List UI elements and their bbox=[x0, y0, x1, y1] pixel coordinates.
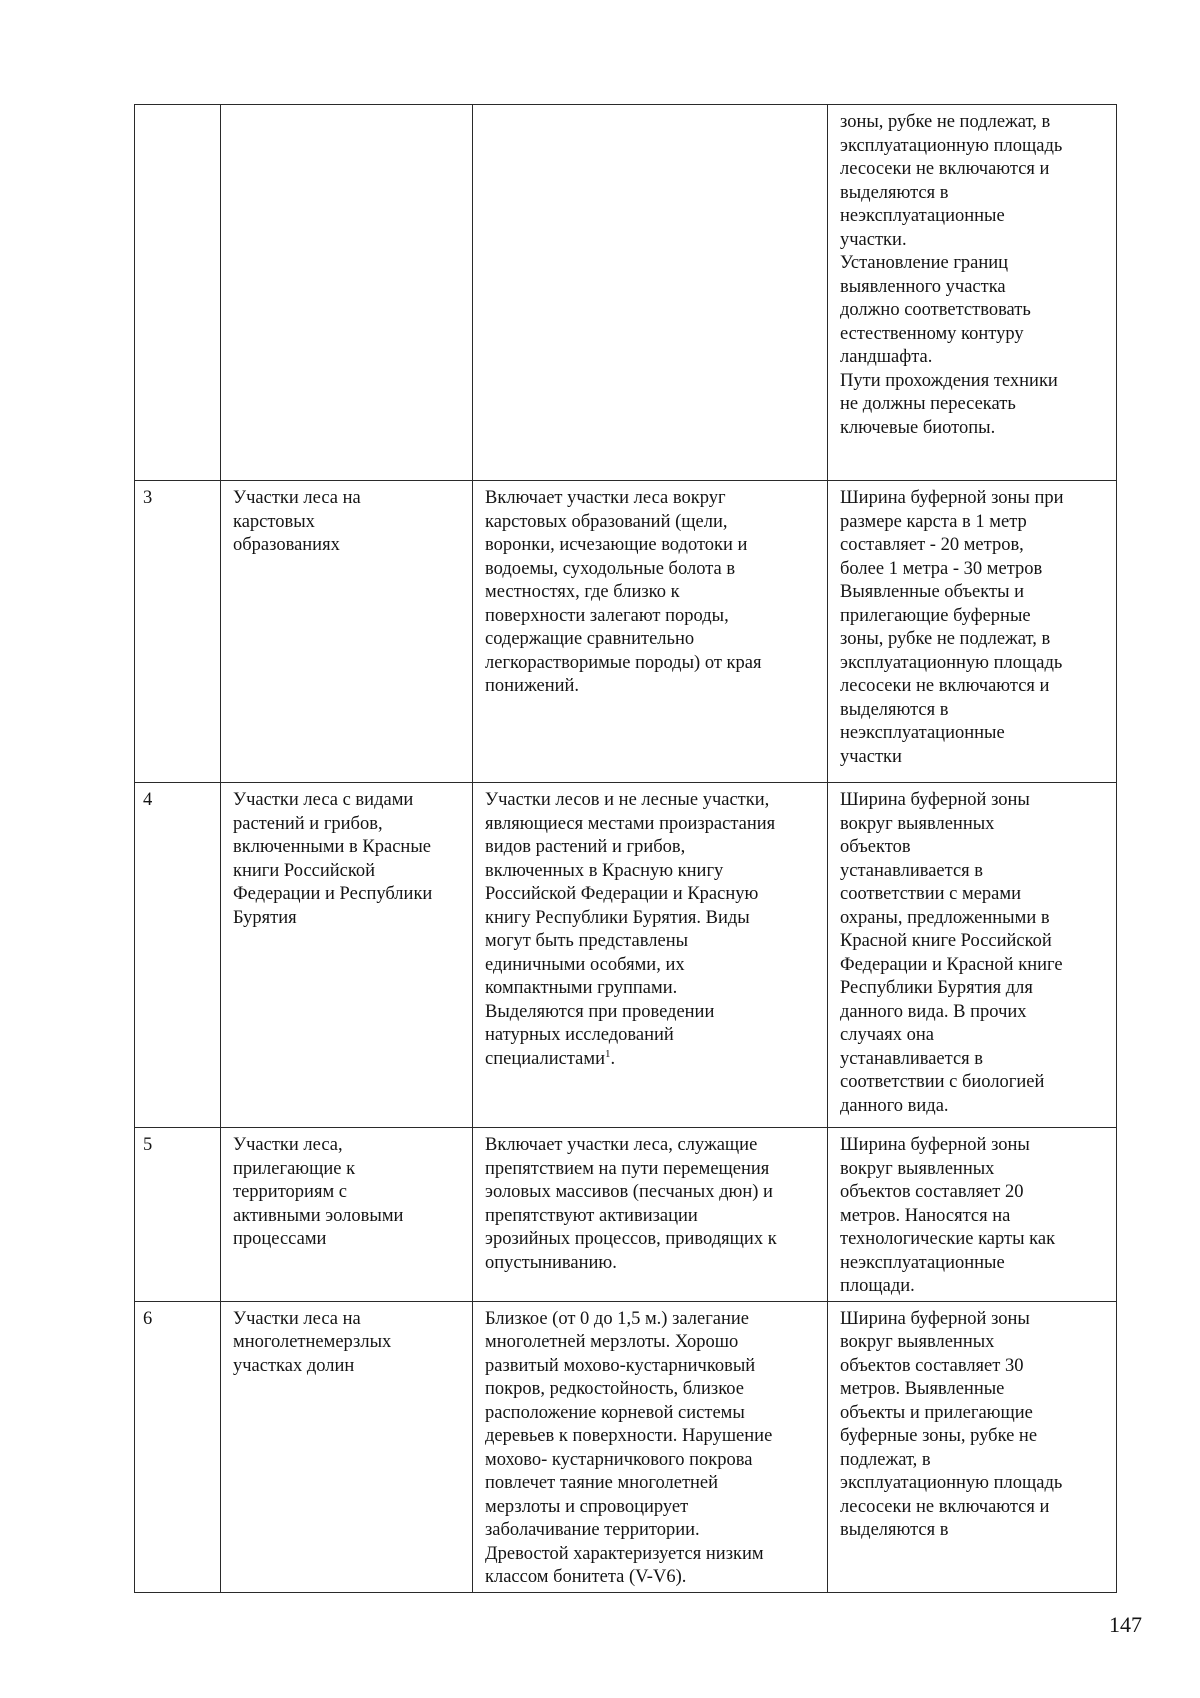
table-row bbox=[135, 1301, 1117, 1592]
area-requirements: Ширина буферной зоны вокруг выявленных объектов составляет 30 метров. Выявленные объекты и прилегающие буферные зоны, рубке не подлежат, в эксплуатационную площадь лесосеки не включаются и выделяются в bbox=[828, 1301, 1117, 1592]
area-requirements: Ширина буферной зоны вокруг выявленных объектов устанавливается в соответствии с мерами охраны, предложенными в Красной книге Российской Федерации и Красной книге Республики Бурятия для данного вида. В прочих случаях она устанавливается в соответствии с биологией данного вида. bbox=[828, 783, 1117, 1128]
forest-areas-table bbox=[134, 104, 1117, 1593]
area-description: Включает участки леса, служащие препятствием на пути перемещения эоловых массивов (песчаных дюн) и препятствуют активизации эрозийных процессов, приводящих к опустыниванию. bbox=[473, 1128, 828, 1302]
area-name: Участки леса на многолетнемерзлых участках долин bbox=[221, 1301, 473, 1592]
area-name: Участки леса с видами растений и грибов, включенными в Красные книги Российской Федерации и Республики Бурятия bbox=[221, 783, 473, 1128]
area-description bbox=[473, 783, 828, 1128]
table-row bbox=[135, 481, 1117, 783]
row-number: 5 bbox=[135, 1128, 221, 1302]
area-name: Участки леса, прилегающие к территориям с активными эоловыми процессами bbox=[221, 1128, 473, 1302]
area-requirements: Ширина буферной зоны вокруг выявленных объектов составляет 20 метров. Наносятся на технологические карты как неэксплуатационные площади. bbox=[828, 1128, 1117, 1302]
area-description-text: Участки лесов и не лесные участки, являющиеся местами произрастания видов растений и грибов, включенных в Красную книгу Российской Федерации и Красную книгу Республики Бурятия. Виды могут быть представлены единичными особями, их компактными группами. Выделяются при проведении натурных исследований специалистами bbox=[485, 790, 776, 1069]
area-requirements: зоны, рубке не подлежат, в эксплуатационную площадь лесосеки не включаются и выделяются в неэксплуатационные участки. Установление границ выявленного участка должно соответствовать естественному контуру ландшафта. Пути прохождения техники не должны пересекать ключевые биотопы. bbox=[828, 105, 1117, 481]
area-description-tail: . bbox=[610, 1048, 616, 1069]
area-name bbox=[221, 105, 473, 481]
footnote-marker: 1 bbox=[604, 1047, 611, 1060]
row-number bbox=[135, 105, 221, 481]
row-number: 3 bbox=[135, 481, 221, 783]
page-number: 147 bbox=[1109, 1612, 1142, 1637]
area-requirements: Ширина буферной зоны при размере карста в 1 метр составляет - 20 метров, более 1 метра - 30 метров Выявленные объекты и прилегающие буферные зоны, рубке не подлежат, в эксплуатационную площадь лесосеки не включаются и выделяются в неэксплуатационные участки bbox=[828, 481, 1117, 783]
row-number: 6 bbox=[135, 1301, 221, 1592]
table-row bbox=[135, 105, 1117, 481]
area-name: Участки леса на карстовых образованиях bbox=[221, 481, 473, 783]
table-row bbox=[135, 1128, 1117, 1302]
area-description: Включает участки леса вокруг карстовых образований (щели, воронки, исчезающие водотоки и водоемы, суходольные болота в местностях, где близко к поверхности залегают породы, содержащие сравнительно легкорастворимые породы) от края понижений. bbox=[473, 481, 828, 783]
area-description bbox=[473, 105, 828, 481]
table-row bbox=[135, 783, 1117, 1128]
row-number: 4 bbox=[135, 783, 221, 1128]
area-description: Близкое (от 0 до 1,5 м.) залегание многолетней мерзлоты. Хорошо развитый мохово-кустарничковый покров, редкостойность, близкое расположение корневой системы деревьев к поверхности. Нарушение мохово- кустарничкового покрова повлечет таяние многолетней мерзлоты и спровоцирует заболачивание территории. Древостой характеризуется низким классом бонитета (V-V6). bbox=[473, 1301, 828, 1592]
